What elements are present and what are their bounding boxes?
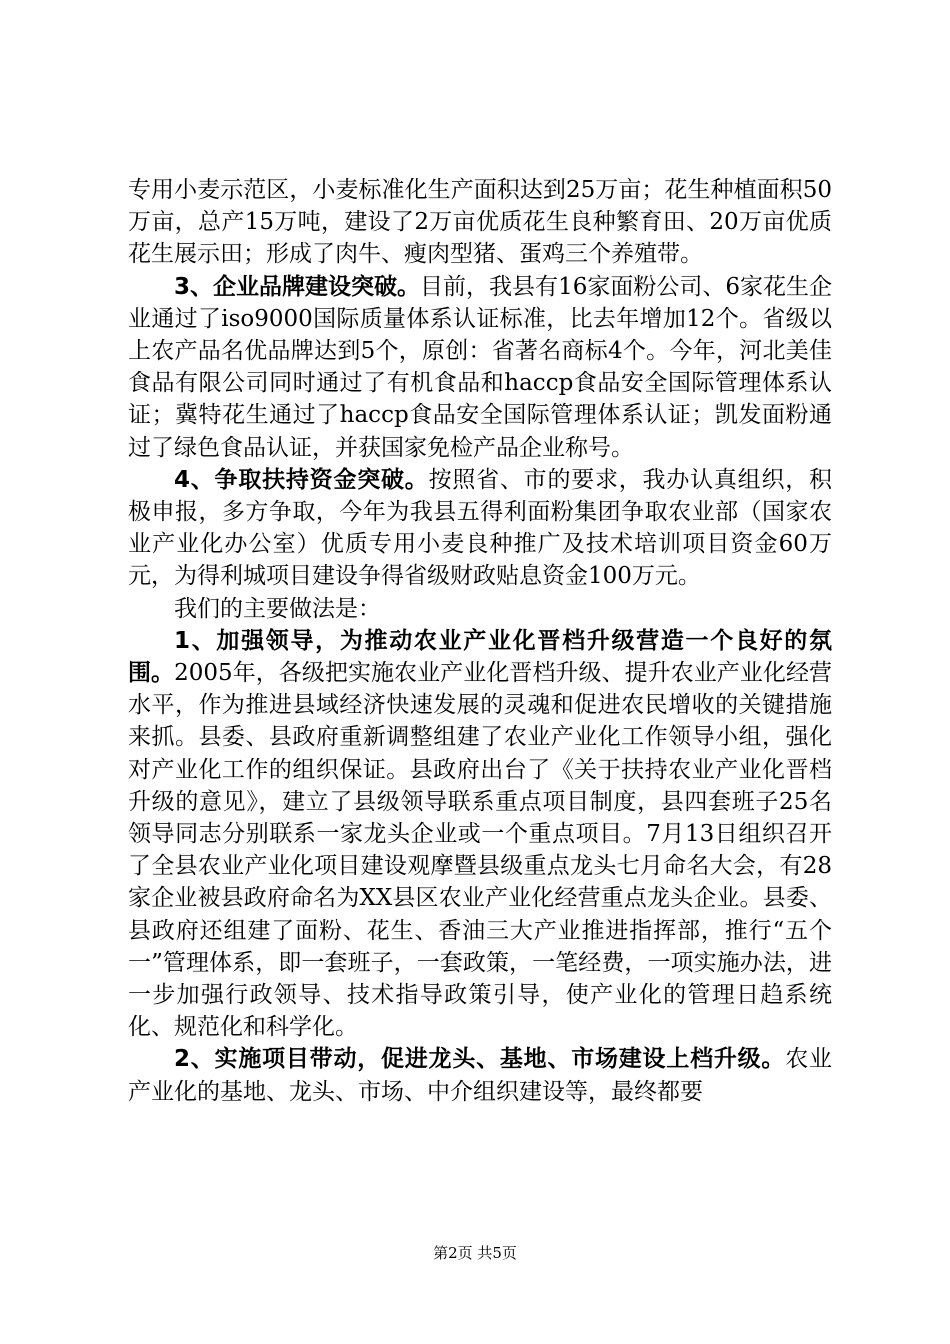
paragraph-5-heading: 1、加强领导，为推动农业产业化晋档升级营造一个良好的氛围。	[128, 627, 832, 687]
paragraph-4-text: 我们的主要做法是：	[174, 595, 381, 622]
paragraph-1	[128, 174, 832, 271]
paragraph-1-text: 专用小麦示范区，小麦标准化生产面积达到25万亩；花生种植面积50万亩，总产15万吨，建设了2万亩优质花生良种繁育田、20万亩优质花生展示田；形成了肉牛、瘦肉型猪、蛋鸡三个养殖带。	[128, 177, 832, 268]
paragraph-3-heading: 4、争取扶持资金突破。	[174, 466, 429, 493]
paragraph-6-text: 农业产业化的基地、龙头、市场、中介组织建设等，最终都要	[128, 1046, 832, 1105]
document-body	[128, 174, 832, 1108]
paragraph-5-text: 2005年，各级把实施农业产业化晋档升级、提升农业产业化经营水平，作为推进县域经济快速发展的灵魂和促进农民增收的关键措施来抓。县委、县政府重新调整组建了农业产业化工作领导小组，强化对产业化工作的组织保证。县政府出台了《关于扶持农业产业化晋档升级的意见》，建立了县级领导联系重点项目制度，县四套班子25名领导同志分别联系一家龙头企业或一个重点项目。7月13日组织召开了全县农业产业化项目建设观摩暨县级重点龙头七月命名大会，有28家企业被县政府命名为XX县区农业产业化经营重点龙头企业。县委、县政府还组建了面粉、花生、香油三大产业推进指挥部，推行“五个一”管理体系，即一套班子，一套政策，一笔经费，一项实施办法，进一步加强行政领导、技术指导政策引导，使产业化的管理日趋系统化、规范化和科学化。	[128, 660, 832, 1041]
paragraph-2	[128, 271, 832, 464]
paragraph-3	[128, 464, 832, 593]
paragraph-5	[128, 625, 832, 1044]
paragraph-6-heading: 2、实施项目带动，促进龙头、基地、市场建设上档升级。	[174, 1046, 786, 1073]
paragraph-4	[128, 593, 832, 625]
paragraph-2-text: 目前，我县有16家面粉公司、6家花生企业通过了iso9000国际质量体系认证标准，比去年增加12个。省级以上农产品名优品牌达到5个，原创：省著名商标4个。今年，河北美佳食品有限公司同时通过了有机食品和haccp食品安全国际管理体系认证；冀特花生通过了haccp食品安全国际管理体系认证；凯发面粉通过了绿色食品认证，并获国家免检产品企业称号。	[128, 273, 832, 461]
page-footer: 第2页 共5页	[433, 1244, 517, 1262]
paragraph-3-text: 按照省、市的要求，我办认真组织，积极申报，多方争取，今年为我县五得利面粉集团争取农业部（国家农业产业化办公室）优质专用小麦良种推广及技术培训项目资金60万元，为得利城项目建设争得省级财政贴息资金100万元。	[128, 466, 832, 590]
paragraph-2-heading: 3、企业品牌建设突破。	[174, 273, 421, 300]
paragraph-6	[128, 1043, 832, 1107]
